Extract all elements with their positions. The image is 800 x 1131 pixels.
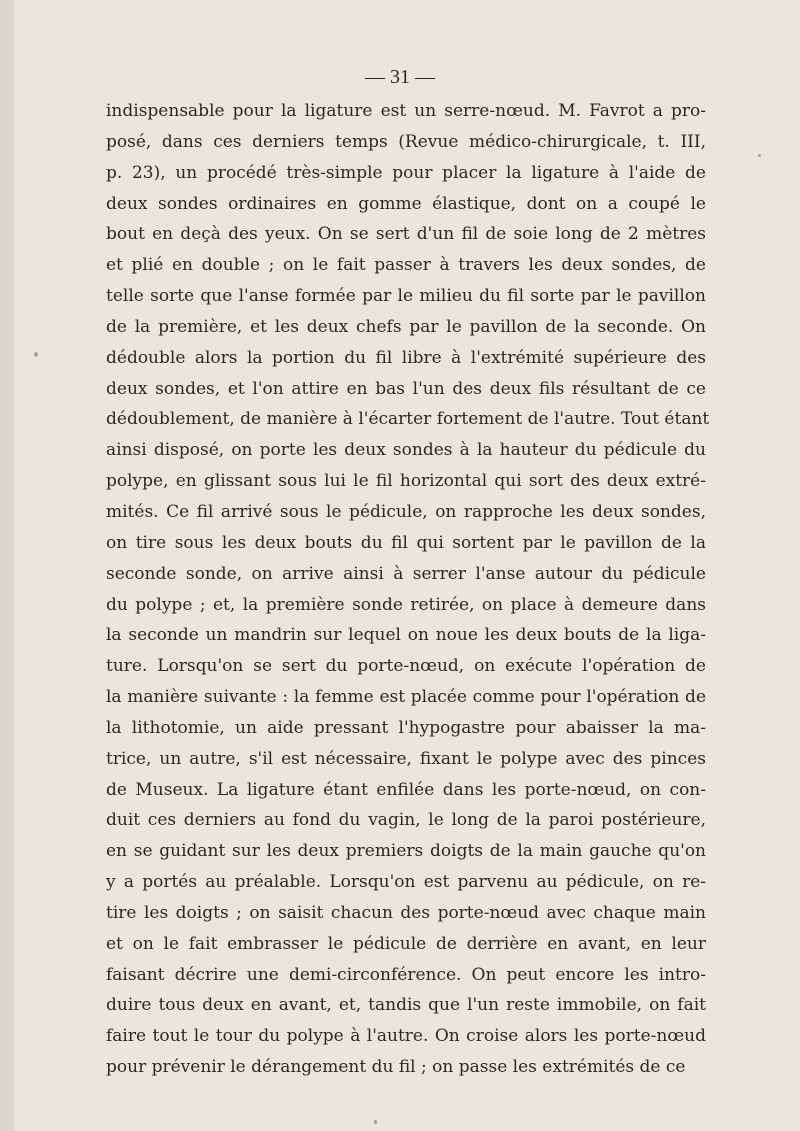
paper-speck bbox=[374, 1120, 377, 1124]
text-line: indispensable pour la ligature est un serre-nœud. M. Favrot a pro- bbox=[106, 101, 706, 121]
text-line: de Museux. La ligature étant enfilée dans les porte-nœud, on con- bbox=[106, 779, 706, 800]
text-line: tire les doigts ; on saisit chacun des porte-nœud avec chaque main bbox=[106, 902, 706, 923]
text-line: ture. Lorsqu'on se sert du porte-nœud, on exécute l'opération de bbox=[106, 656, 706, 677]
paper-speck bbox=[758, 154, 761, 157]
text-line: duire tous deux en avant, et, tandis que l'un reste immobile, on fait bbox=[106, 995, 706, 1016]
text-line: seconde sonde, on arrive ainsi à serrer l'anse autour du pédicule bbox=[106, 563, 706, 584]
text-line: et on le fait embrasser le pédicule de derrière en avant, en leur bbox=[106, 933, 706, 954]
text-line: telle sorte que l'anse formée par le milieu du fil sorte par le pavillon bbox=[106, 286, 706, 307]
text-line: faire tout le tour du polype à l'autre. On croise alors les porte-nœud bbox=[106, 1026, 706, 1047]
text-line: de la première, et les deux chefs par le pavillon de la seconde. On bbox=[106, 316, 706, 337]
text-line: deux sondes, et l'on attire en bas l'un des deux fils résultant de ce bbox=[106, 378, 706, 399]
text-line: la lithotomie, un aide pressant l'hypogastre pour abaisser la ma- bbox=[106, 717, 706, 738]
text-line: mités. Ce fil arrivé sous le pédicule, on rapproche les deux sondes, bbox=[106, 501, 706, 522]
text-line: trice, un autre, s'il est nécessaire, fixant le polype avec des pinces bbox=[106, 748, 706, 769]
page-number: — 31 — bbox=[365, 66, 435, 88]
body-text bbox=[106, 96, 710, 1083]
text-line: bout en deçà des yeux. On se sert d'un fil de soie long de 2 mètres bbox=[106, 224, 706, 245]
text-line: ainsi disposé, on porte les deux sondes à la hauteur du pédicule du bbox=[106, 440, 706, 461]
text-line: et plié en double ; on le fait passer à travers les deux sondes, de bbox=[106, 255, 706, 276]
text-line: pour prévenir le dérangement du fil ; on passe les extrémités de ce bbox=[106, 1057, 686, 1078]
text-line: en se guidant sur les deux premiers doigts de la main gauche qu'on bbox=[106, 841, 706, 862]
paper-speck bbox=[34, 352, 38, 357]
text-line: duit ces derniers au fond du vagin, le long de la paroi postérieure, bbox=[106, 810, 706, 831]
text-line: la manière suivante : la femme est placée comme pour l'opération de bbox=[106, 687, 706, 708]
text-line: faisant décrire une demi-circonférence. On peut encore les intro- bbox=[106, 964, 706, 985]
text-line: posé, dans ces derniers temps (Revue médico-chirurgicale, t. III, bbox=[106, 131, 706, 152]
text-line: y a portés au préalable. Lorsqu'on est parvenu au pédicule, on re- bbox=[106, 872, 706, 893]
text-line: dédouble alors la portion du fil libre à l'extrémité supérieure des bbox=[106, 347, 706, 368]
text-line: la seconde un mandrin sur lequel on noue les deux bouts de la liga- bbox=[106, 625, 706, 646]
text-line: polype, en glissant sous lui le fil horizontal qui sort des deux extré- bbox=[106, 471, 706, 492]
text-line: dédoublement, de manière à l'écarter fortement de l'autre. Tout étant bbox=[106, 409, 710, 430]
text-line: deux sondes ordinaires en gomme élastique, dont on a coupé le bbox=[106, 193, 706, 214]
text-line: du polype ; et, la première sonde retirée, on place à demeure dans bbox=[106, 594, 706, 615]
text-line: on tire sous les deux bouts du fil qui sortent par le pavillon de la bbox=[106, 532, 706, 553]
text-line: p. 23), un procédé très-simple pour placer la ligature à l'aide de bbox=[106, 162, 706, 183]
